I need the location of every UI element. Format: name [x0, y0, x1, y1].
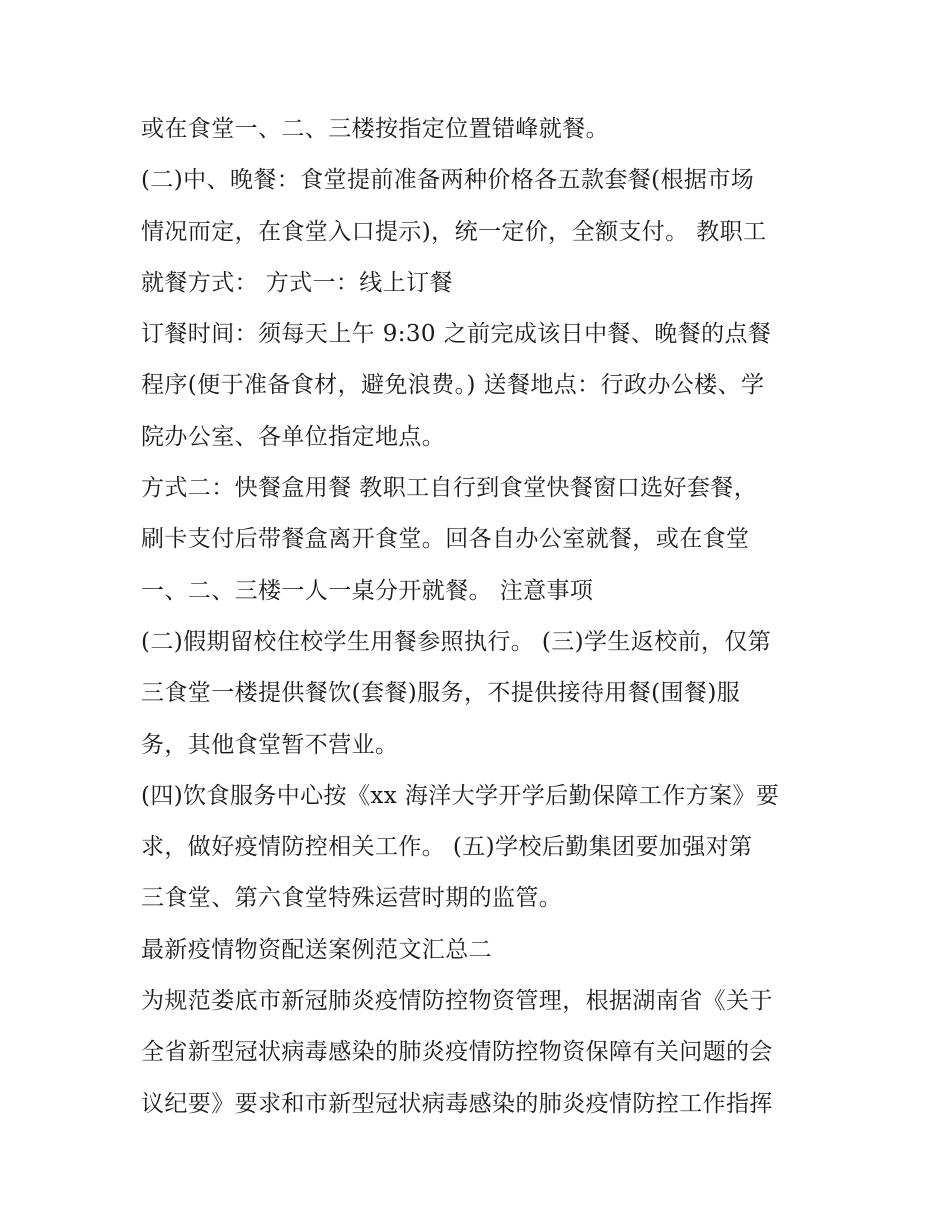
text-line: 院办公室、各单位指定地点。	[141, 423, 446, 450]
text-line: 为规范娄底市新冠肺炎疫情防控物资管理，根据湖南省《关于	[141, 988, 773, 1015]
text-line: (二)假期留校住校学生用餐参照执行。 (三)学生返校前，仅第	[141, 628, 772, 655]
text-line: 刷卡支付后带餐盒离开食堂。回各自办公室就餐，或在食堂	[141, 526, 750, 553]
text-line: 情况而定，在食堂入口提示)，统一定价，全额支付。 教职工	[141, 218, 767, 245]
text-line: 全省新型冠状病毒感染的肺炎疫情防控物资保障有关问题的会	[141, 1039, 773, 1066]
text-line: (四)饮食服务中心按《xx 海洋大学开学后勤保障工作方案》要	[141, 782, 780, 809]
section-heading: 最新疫情物资配送案例范文汇总二	[141, 936, 492, 963]
text-line: 议纪要》要求和市新型冠状病毒感染的肺炎疫情防控工作指挥	[141, 1090, 773, 1117]
text-line: 方式二：快餐盒用餐 教职工自行到食堂快餐窗口选好套餐，	[141, 475, 758, 502]
text-line: 就餐方式： 方式一：线上订餐	[141, 269, 453, 296]
text-line: 订餐时间：须每天上午 9:30 之前完成该日中餐、晚餐的点餐	[141, 321, 772, 348]
text-line: 求，做好疫情防控相关工作。 (五)学校后勤集团要加强对第	[141, 834, 753, 861]
document-body	[141, 108, 821, 1134]
text-line: (二)中、晚餐：食堂提前准备两种价格各五款套餐(根据市场	[141, 167, 755, 194]
text-line: 一、二、三楼一人一桌分开就餐。 注意事项	[141, 577, 594, 604]
text-line: 务，其他食堂暂不营业。	[141, 731, 399, 758]
text-line: 三食堂一楼提供餐饮(套餐)服务，不提供接待用餐(围餐)服	[141, 680, 741, 707]
text-line: 程序(便于准备食材，避免浪费。) 送餐地点：行政办公楼、学	[141, 372, 765, 399]
text-line: 或在食堂一、二、三楼按指定位置错峰就餐。	[141, 116, 609, 142]
text-line: 三食堂、第六食堂特殊运营时期的监管。	[141, 885, 563, 912]
